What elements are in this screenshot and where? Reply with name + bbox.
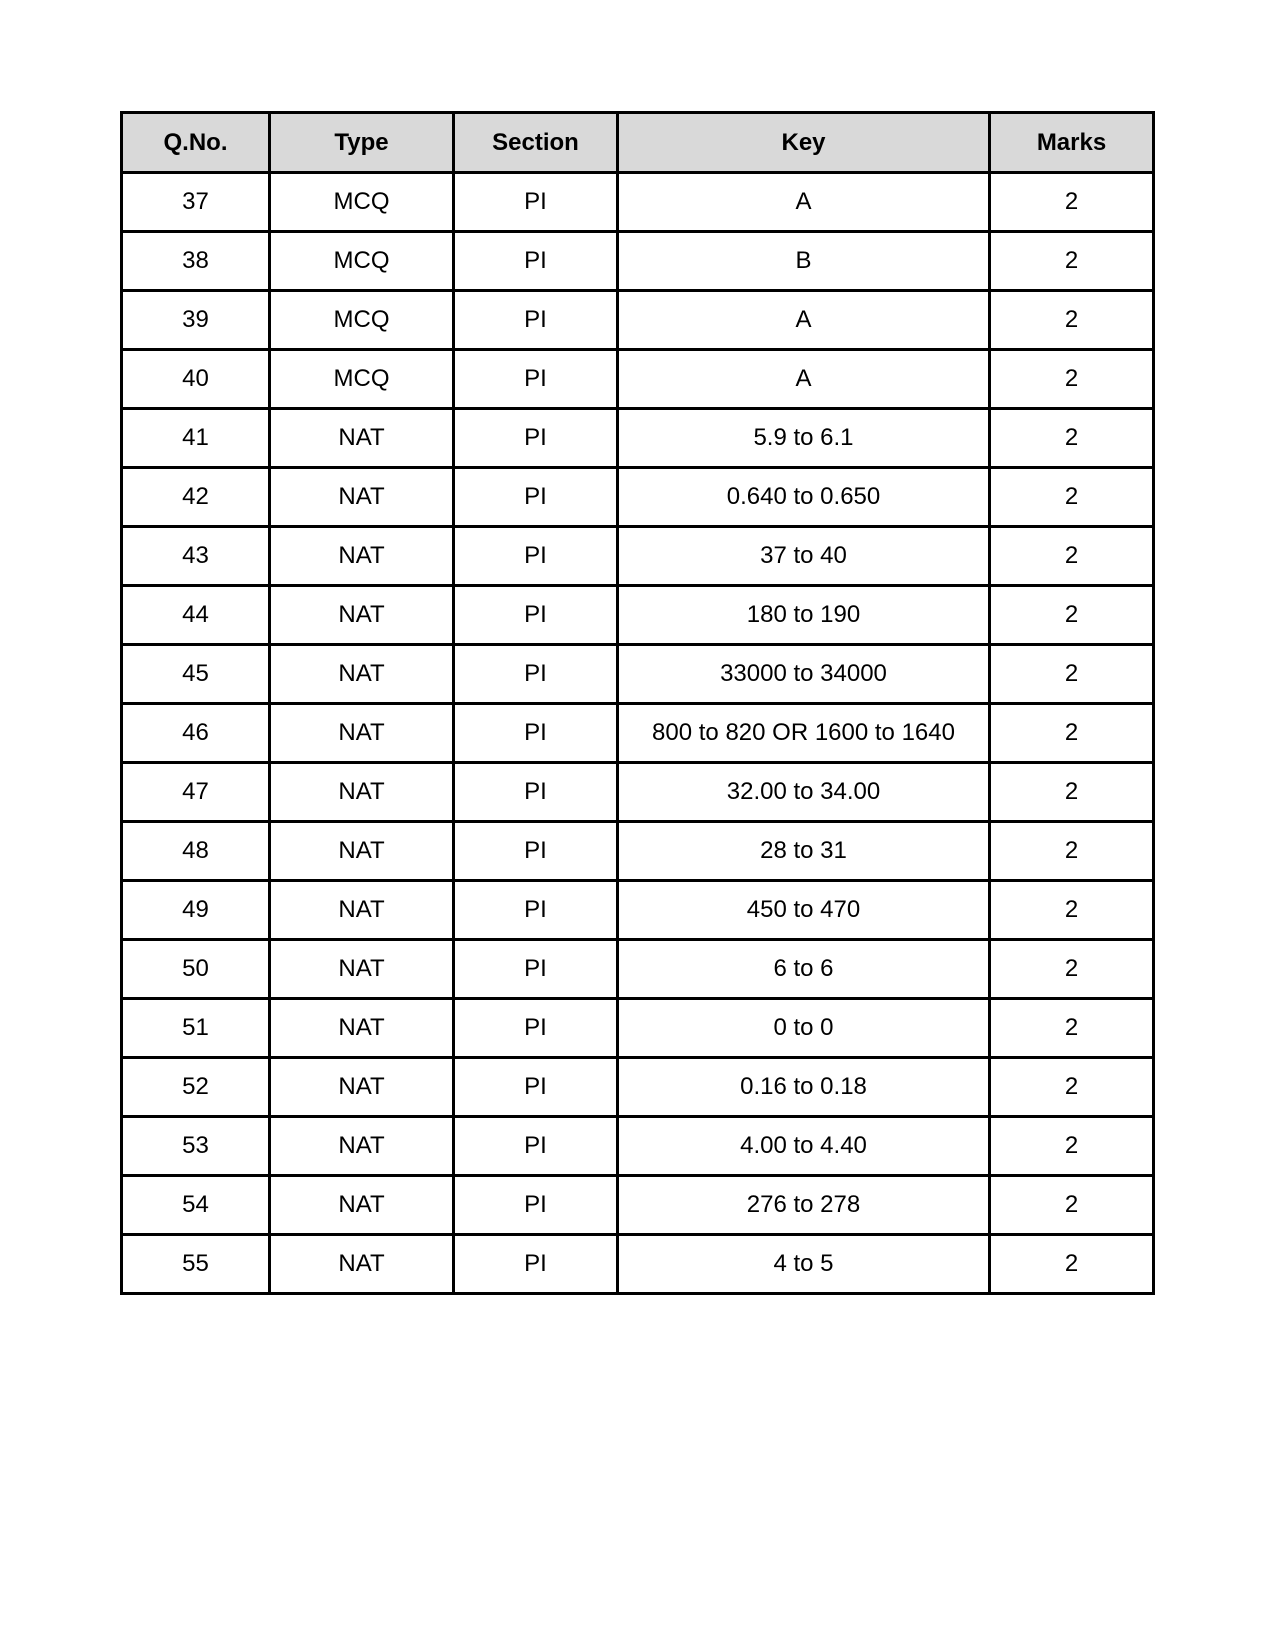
header-marks: Marks	[990, 113, 1154, 173]
cell-marks: 2	[990, 645, 1154, 704]
cell-qno: 46	[122, 704, 270, 763]
cell-qno: 54	[122, 1176, 270, 1235]
cell-qno: 38	[122, 232, 270, 291]
cell-type: NAT	[270, 704, 454, 763]
cell-section: PI	[454, 1235, 618, 1294]
cell-key: 0 to 0	[618, 999, 990, 1058]
table-row	[122, 881, 1154, 940]
cell-marks: 2	[990, 1235, 1154, 1294]
cell-marks: 2	[990, 763, 1154, 822]
cell-key: 180 to 190	[618, 586, 990, 645]
header-section: Section	[454, 113, 618, 173]
table-row	[122, 704, 1154, 763]
cell-marks: 2	[990, 881, 1154, 940]
cell-qno: 45	[122, 645, 270, 704]
cell-marks: 2	[990, 409, 1154, 468]
cell-marks: 2	[990, 940, 1154, 999]
table-row	[122, 1235, 1154, 1294]
cell-qno: 48	[122, 822, 270, 881]
table-row	[122, 468, 1154, 527]
header-qno: Q.No.	[122, 113, 270, 173]
cell-key: B	[618, 232, 990, 291]
table-row	[122, 232, 1154, 291]
cell-type: NAT	[270, 645, 454, 704]
table-row	[122, 940, 1154, 999]
cell-marks: 2	[990, 173, 1154, 232]
cell-qno: 53	[122, 1117, 270, 1176]
cell-section: PI	[454, 881, 618, 940]
cell-key: 4.00 to 4.40	[618, 1117, 990, 1176]
cell-section: PI	[454, 940, 618, 999]
cell-marks: 2	[990, 1176, 1154, 1235]
cell-key: 0.16 to 0.18	[618, 1058, 990, 1117]
cell-qno: 37	[122, 173, 270, 232]
cell-type: NAT	[270, 1058, 454, 1117]
cell-section: PI	[454, 173, 618, 232]
cell-section: PI	[454, 1058, 618, 1117]
cell-marks: 2	[990, 468, 1154, 527]
cell-key: 0.640 to 0.650	[618, 468, 990, 527]
cell-type: NAT	[270, 940, 454, 999]
cell-qno: 40	[122, 350, 270, 409]
table-row	[122, 409, 1154, 468]
table-row	[122, 527, 1154, 586]
cell-key: 6 to 6	[618, 940, 990, 999]
cell-section: PI	[454, 763, 618, 822]
table-row	[122, 173, 1154, 232]
cell-section: PI	[454, 822, 618, 881]
cell-section: PI	[454, 999, 618, 1058]
table-row	[122, 586, 1154, 645]
cell-marks: 2	[990, 350, 1154, 409]
table-row	[122, 1058, 1154, 1117]
cell-key: 800 to 820 OR 1600 to 1640	[618, 704, 990, 763]
cell-section: PI	[454, 409, 618, 468]
cell-qno: 50	[122, 940, 270, 999]
cell-type: NAT	[270, 527, 454, 586]
cell-type: NAT	[270, 468, 454, 527]
table-row	[122, 822, 1154, 881]
cell-key: A	[618, 350, 990, 409]
cell-qno: 44	[122, 586, 270, 645]
table-row	[122, 1117, 1154, 1176]
header-row	[122, 113, 1154, 173]
header-key: Key	[618, 113, 990, 173]
cell-qno: 41	[122, 409, 270, 468]
cell-type: NAT	[270, 822, 454, 881]
cell-marks: 2	[990, 586, 1154, 645]
cell-type: MCQ	[270, 350, 454, 409]
cell-key: 450 to 470	[618, 881, 990, 940]
cell-key: 37 to 40	[618, 527, 990, 586]
cell-marks: 2	[990, 704, 1154, 763]
answer-key-table	[120, 111, 1155, 1295]
cell-section: PI	[454, 1117, 618, 1176]
cell-marks: 2	[990, 1117, 1154, 1176]
cell-qno: 52	[122, 1058, 270, 1117]
cell-type: NAT	[270, 1235, 454, 1294]
cell-type: NAT	[270, 881, 454, 940]
cell-section: PI	[454, 232, 618, 291]
cell-section: PI	[454, 645, 618, 704]
cell-section: PI	[454, 291, 618, 350]
cell-section: PI	[454, 704, 618, 763]
cell-marks: 2	[990, 999, 1154, 1058]
table-row	[122, 645, 1154, 704]
cell-section: PI	[454, 350, 618, 409]
cell-key: 4 to 5	[618, 1235, 990, 1294]
table-body	[122, 173, 1154, 1294]
cell-qno: 47	[122, 763, 270, 822]
cell-qno: 49	[122, 881, 270, 940]
cell-marks: 2	[990, 527, 1154, 586]
table-row	[122, 1176, 1154, 1235]
cell-marks: 2	[990, 291, 1154, 350]
cell-section: PI	[454, 586, 618, 645]
table-row	[122, 350, 1154, 409]
cell-qno: 43	[122, 527, 270, 586]
cell-key: A	[618, 291, 990, 350]
cell-type: NAT	[270, 1176, 454, 1235]
table-header	[122, 113, 1154, 173]
cell-key: 28 to 31	[618, 822, 990, 881]
cell-type: NAT	[270, 586, 454, 645]
table-row	[122, 291, 1154, 350]
cell-key: 276 to 278	[618, 1176, 990, 1235]
cell-type: MCQ	[270, 173, 454, 232]
cell-type: NAT	[270, 999, 454, 1058]
cell-qno: 55	[122, 1235, 270, 1294]
cell-section: PI	[454, 527, 618, 586]
table-row	[122, 763, 1154, 822]
cell-section: PI	[454, 1176, 618, 1235]
cell-key: 32.00 to 34.00	[618, 763, 990, 822]
cell-key: 33000 to 34000	[618, 645, 990, 704]
cell-qno: 42	[122, 468, 270, 527]
cell-qno: 51	[122, 999, 270, 1058]
cell-key: A	[618, 173, 990, 232]
cell-section: PI	[454, 468, 618, 527]
cell-type: NAT	[270, 1117, 454, 1176]
table-row	[122, 999, 1154, 1058]
cell-type: NAT	[270, 763, 454, 822]
header-type: Type	[270, 113, 454, 173]
cell-type: MCQ	[270, 232, 454, 291]
cell-type: MCQ	[270, 291, 454, 350]
cell-key: 5.9 to 6.1	[618, 409, 990, 468]
cell-marks: 2	[990, 822, 1154, 881]
cell-marks: 2	[990, 232, 1154, 291]
cell-type: NAT	[270, 409, 454, 468]
cell-qno: 39	[122, 291, 270, 350]
cell-marks: 2	[990, 1058, 1154, 1117]
